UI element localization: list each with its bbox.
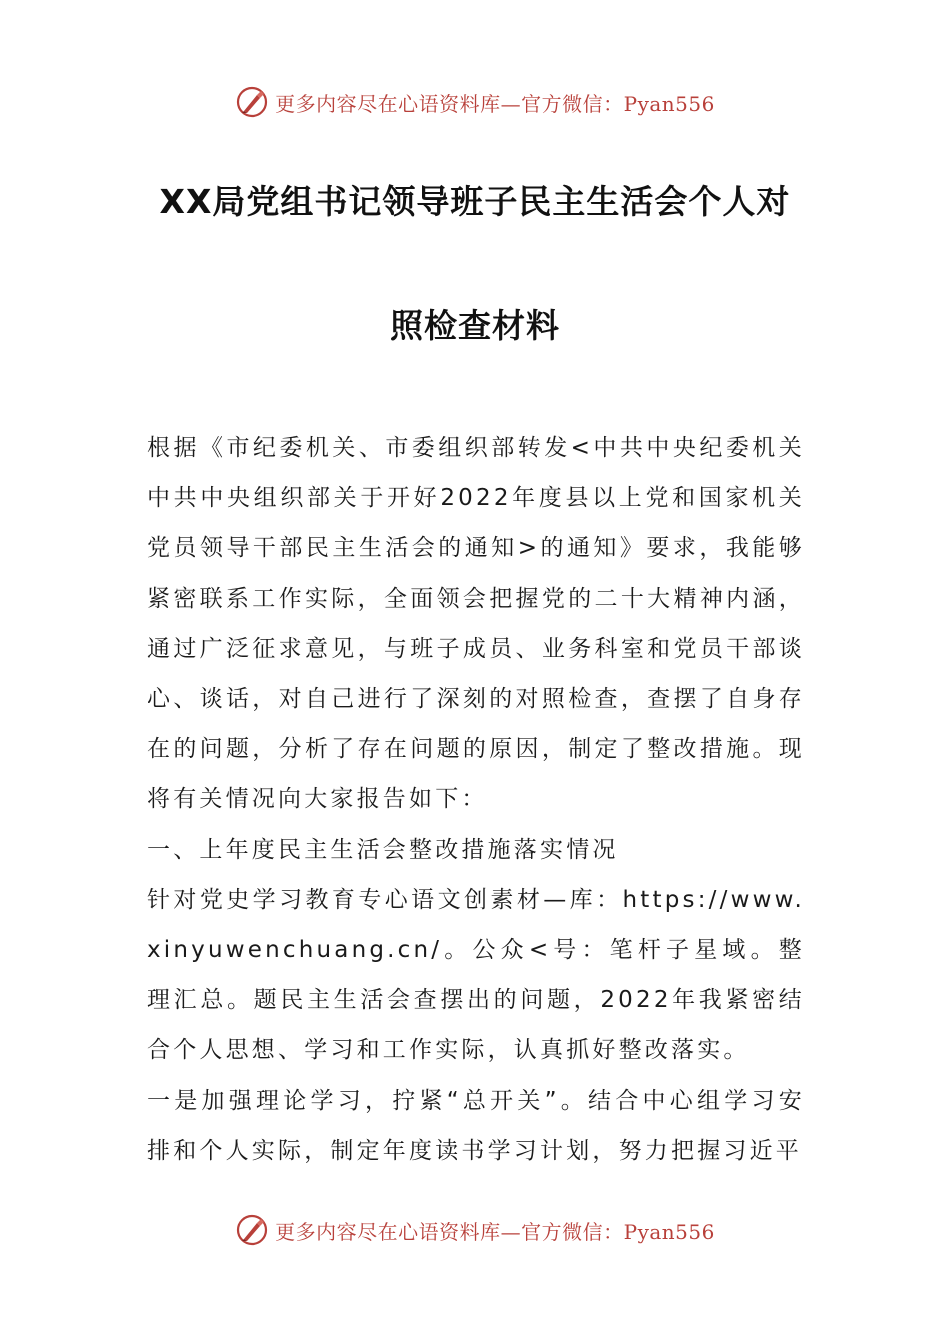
section-heading: 一、上年度民主生活会整改措施落实情况: [147, 836, 619, 863]
banner-text: 更多内容尽在心语资料库—官方微信：Pyan556: [275, 1219, 715, 1244]
document-title-line1: XX局党组书记领导班子民主生活会个人对: [159, 182, 791, 221]
paragraph-theory-study: 一是加强理论学习，拧紧“总开关”。结合中心组学习安排和个人实际，制定年度读书学习计划，努力把握习近平: [147, 1087, 805, 1164]
header-banner: [0, 82, 950, 122]
document-body: [147, 423, 805, 1176]
document-title-line2: 照检查材料: [390, 306, 560, 345]
pen-logo-icon: [235, 85, 269, 119]
pen-logo-icon: [235, 1213, 269, 1247]
paragraph-intro: 根据《市纪委机关、市委组织部转发<中共中央纪委机关中共中央组织部关于开好2022年度县以上党和国家机关党员领导干部民主生活会的通知>的通知》要求，我能够紧密联系工作实际，全面领会把握党的二十大精神内涵，通过广泛征求意见，与班子成员、业务科室和党员干部谈心、谈话，对自己进行了深刻的对照检查，查摆了自身存在的问题，分析了存在问题的原因，制定了整改措施。现将有关情况向大家报告如下：: [147, 435, 805, 813]
footer-banner: [0, 1210, 950, 1250]
banner-text: 更多内容尽在心语资料库—官方微信：Pyan556: [275, 91, 715, 116]
paragraph-rectification: 针对党史学习教育专心语文创素材—库：https://www.xinyuwenchuang.cn/。公众<号：笔杆子星域。整理汇总。题民主生活会查摆出的问题，2022年我紧密结合个人思想、学习和工作实际，认真抓好整改落实。: [147, 886, 805, 1064]
